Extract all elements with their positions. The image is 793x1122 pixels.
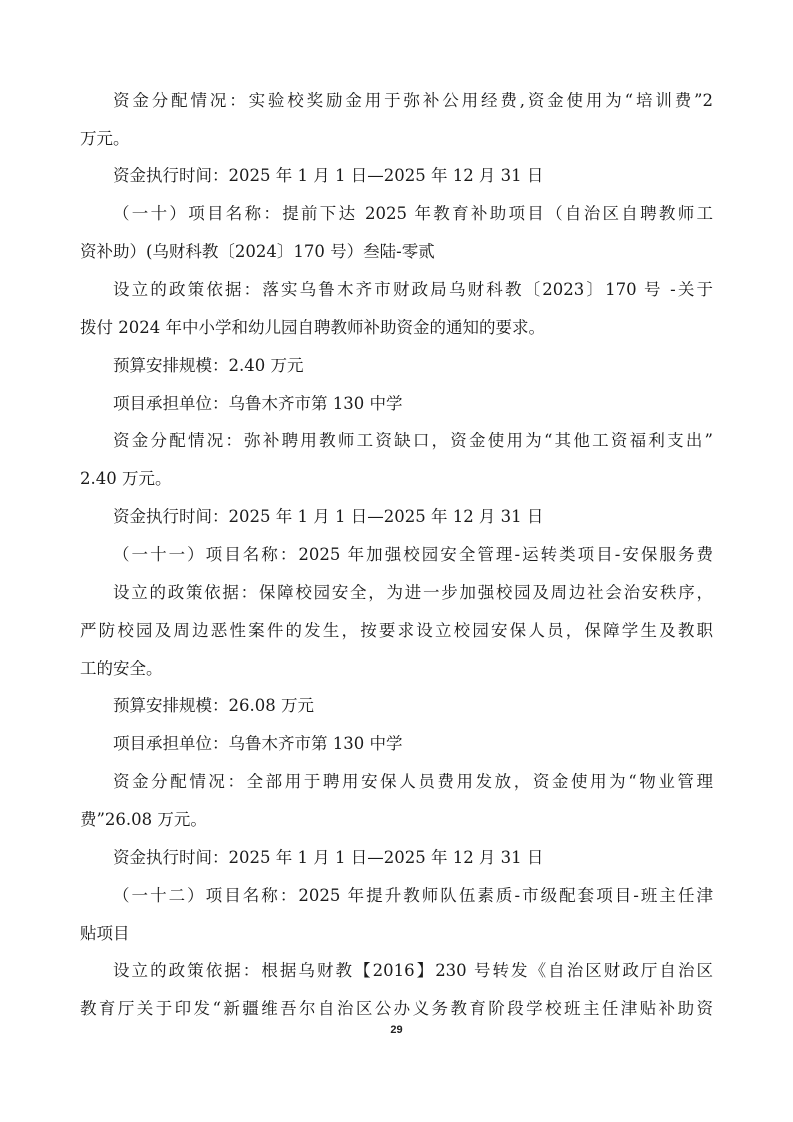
page-number: 29 xyxy=(390,1024,403,1036)
text-line: 贴项目 xyxy=(80,924,130,943)
text-line: 预算安排规模：2.40 万元 xyxy=(113,356,304,375)
text-line: 严防校园及周边恶性案件的发生，按要求设立校园安保人员，保障学生及教职 xyxy=(80,621,713,640)
text-line: 设立的政策依据：落实乌鲁木齐市财政局乌财科教〔2023〕170 号 -关于 xyxy=(113,280,713,299)
text-line: 工的安全。 xyxy=(80,659,163,678)
text-line: 资金执行时间：2025 年 1 月 1 日—2025 年 12 月 31 日 xyxy=(113,507,544,526)
text-line: （一十）项目名称：提前下达 2025 年教育补助项目（自治区自聘教师工 xyxy=(113,204,713,223)
text-line: 资金分配情况：全部用于聘用安保人员费用发放，资金使用为“物业管理 xyxy=(113,772,713,791)
text-line: 2.40 万元。 xyxy=(80,469,172,488)
text-line: 设立的政策依据：根据乌财教【2016】230 号转发《自治区财政厅自治区 xyxy=(113,961,713,980)
text-line: 设立的政策依据：保障校园安全，为进一步加强校园及周边社会治安秩序， xyxy=(113,583,713,602)
text-line: 预算安排规模：26.08 万元 xyxy=(113,696,314,715)
text-line: 资金分配情况：实验校奖励金用于弥补公用经费,资金使用为“培训费”2 xyxy=(113,91,713,110)
text-line: 项目承担单位：乌鲁木齐市第 130 中学 xyxy=(113,394,403,413)
text-line: 资金执行时间：2025 年 1 月 1 日—2025 年 12 月 31 日 xyxy=(113,848,544,867)
text-line: 教育厅关于印发“新疆维吾尔自治区公办义务教育阶段学校班主任津贴补助资 xyxy=(80,999,713,1018)
text-line: 资金分配情况：弥补聘用教师工资缺口，资金使用为“其他工资福利支出” xyxy=(113,431,713,450)
text-line: 费”26.08 万元。 xyxy=(80,810,207,829)
text-line: 项目承担单位：乌鲁木齐市第 130 中学 xyxy=(113,734,403,753)
text-line: （一十二）项目名称：2025 年提升教师队伍素质-市级配套项目-班主任津 xyxy=(113,886,713,905)
text-line: 拨付 2024 年中小学和幼儿园自聘教师补助资金的通知的要求。 xyxy=(80,318,545,337)
text-line: 万元。 xyxy=(80,129,130,148)
text-line: 资补助）(乌财科教〔2024〕170 号）叁陆-零贰 xyxy=(80,242,435,261)
text-line: 资金执行时间：2025 年 1 月 1 日—2025 年 12 月 31 日 xyxy=(113,166,544,185)
text-line: （一十一）项目名称：2025 年加强校园安全管理-运转类项目-安保服务费 xyxy=(113,545,713,564)
